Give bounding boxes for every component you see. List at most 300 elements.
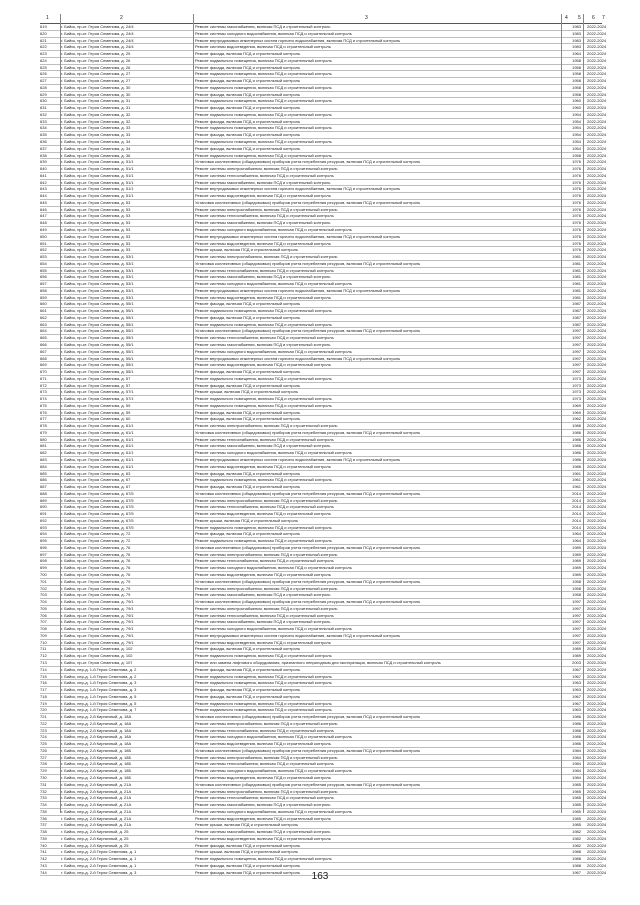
- table-row: [40, 260, 607, 268]
- row-period: 2022-2024: [587, 389, 607, 395]
- table-row: [40, 321, 607, 329]
- row-address: г. Бийск, пр-кт. Героя Семенова, д. 61/1: [61, 457, 134, 462]
- row-year: 1958: [572, 64, 581, 70]
- row-number: 700: [40, 572, 47, 578]
- row-work-type: Ремонт фасада, включая ПСД и строительный контроль: [195, 869, 301, 875]
- row-address: г. Бийск, пр-кт. Героя Семенова, д. 30: [61, 84, 131, 90]
- row-period: 2022-2024: [587, 308, 607, 314]
- row-year: 1958: [572, 152, 581, 158]
- row-address: г. Бийск, пр-кт. Героя Семенова, д. 79/1: [61, 639, 134, 645]
- row-number: 741: [40, 849, 47, 855]
- row-year: 1962: [572, 416, 581, 422]
- row-year: 1973: [572, 375, 581, 381]
- row-period: 2022-2024: [587, 247, 607, 253]
- row-year: 1976: [572, 199, 581, 205]
- row-address: г. Бийск, пер-д. 2-й Кирпичный, д. 18А: [61, 727, 132, 733]
- row-work-type: Ремонт системы теплоснабжения, включая ПСД и строительный контроль: [195, 267, 334, 273]
- row-period: 2022-2024: [587, 396, 607, 402]
- row-address: г. Бийск, пер-д. 2-й Героя Семенова, д. 1: [61, 849, 137, 855]
- row-address: г. Бийск, пер-д. 2-й Кирпичный, д. 18А: [61, 714, 132, 720]
- row-year: 2014: [572, 497, 581, 503]
- row-address: г. Бийск, пр-кт. Героя Семенова, д. 76: [61, 558, 131, 564]
- table-row: [40, 139, 607, 146]
- table-row: [40, 111, 607, 119]
- row-address: г. Бийск, пр-кт. Героя Семенова, д. 53: [61, 247, 131, 253]
- row-period: 2022-2024: [587, 788, 607, 794]
- row-address: г. Бийск, пр-кт. Героя Семенова, д. 61/1: [61, 429, 134, 435]
- row-address: г. Бийск, пр-кт. Героя Семенова, д. 79/1: [61, 599, 134, 605]
- row-address: г. Бийск, пр-кт. Героя Семенова, д. 72: [61, 531, 131, 537]
- table-row: [40, 727, 607, 735]
- row-work-type: Ремонт системы газоснабжения, включая ПСД и строительный контроль: [195, 220, 331, 226]
- table-row: [40, 457, 607, 464]
- row-address: г. Бийск, пр-кт. Героя Семенова, д. 79: [61, 592, 131, 598]
- row-year: 1958: [572, 57, 581, 63]
- row-number: 707: [40, 619, 47, 625]
- row-number: 629: [40, 91, 47, 97]
- row-work-type: Ремонт подвального помещения, включая ПСД и строительный контроль: [195, 375, 332, 381]
- row-period: 2022-2024: [587, 78, 607, 84]
- row-period: 2022-2024: [587, 599, 607, 605]
- row-period: 2022-2024: [587, 328, 607, 334]
- row-period: 2022-2024: [587, 355, 607, 361]
- row-work-type: Ремонт фасада, включая ПСД и строительный контроль: [195, 687, 301, 693]
- row-period: 2022-2024: [587, 57, 607, 63]
- row-year: 1984: [572, 754, 581, 760]
- table-row: [40, 335, 607, 342]
- table-row: [40, 402, 607, 410]
- row-work-type: Ремонт фасада, включая ПСД и строительный контроль: [195, 484, 301, 490]
- row-number: 690: [40, 504, 47, 510]
- row-work-type: Ремонт системы газоснабжения, включая ПСД и строительный контроль: [195, 274, 331, 280]
- row-year: 1964: [572, 531, 581, 537]
- row-number: 712: [40, 653, 47, 659]
- table-row: [40, 267, 607, 275]
- row-number: 713: [40, 659, 47, 665]
- row-work-type: Ремонт фасада, включая ПСД и строительный контроль: [195, 64, 301, 70]
- col-5-heading: 5: [578, 15, 581, 21]
- row-period: 2022-2024: [587, 91, 607, 97]
- row-work-type: Ремонт системы водоотведения, включая ПСД и строительный контроль: [195, 774, 331, 780]
- row-number: 735: [40, 808, 47, 814]
- table-row: [40, 78, 607, 85]
- row-address: г. Бийск, пер-д. 2-й Кирпичный, д. 18А: [61, 741, 132, 747]
- row-work-type: Ремонт системы холодного водоснабжения, включая ПСД и строительный контроль: [195, 626, 352, 632]
- row-period: 2022-2024: [587, 497, 607, 503]
- table-row: [40, 206, 607, 214]
- table-row: [40, 369, 607, 376]
- row-period: 2022-2024: [587, 490, 607, 496]
- row-number: 646: [40, 206, 47, 212]
- table-row: [40, 463, 607, 471]
- row-period: 2022-2024: [587, 402, 607, 408]
- row-work-type: Ремонт системы теплоснабжения, включая ПСД и строительный контроль: [195, 795, 334, 801]
- row-work-type: Ремонт системы электроснабжения, включая ПСД и строительный контроль: [195, 720, 338, 726]
- table-row: [40, 240, 607, 248]
- row-year: 1976: [572, 166, 581, 172]
- row-period: 2022-2024: [587, 220, 607, 226]
- row-work-type: Ремонт системы водоотведения, включая ПСД и строительный контроль: [195, 639, 331, 645]
- table-row: [40, 301, 607, 308]
- row-number: 720: [40, 707, 47, 713]
- table-row: [40, 585, 607, 593]
- row-number: 676: [40, 409, 47, 415]
- row-year: 2014: [572, 490, 581, 496]
- row-year: 1985: [572, 822, 581, 828]
- table-row: [40, 213, 607, 220]
- row-number: 672: [40, 382, 47, 388]
- col-3-heading: 3: [365, 15, 368, 21]
- row-work-type: Ремонт системы газоснабжения, включая ПСД и строительный контроль: [195, 619, 331, 625]
- row-year: 1954: [572, 125, 581, 131]
- row-number: 726: [40, 747, 47, 753]
- row-work-type: Ремонт внутридомовых инженерных систем горячего водоснабжения, включая ПСД и строительный контроль: [195, 355, 401, 361]
- row-number: 734: [40, 802, 47, 808]
- row-address: г. Бийск, пр-кт. Героя Семенова, д. 63: [61, 470, 131, 476]
- row-work-type: Ремонт внутридомовых инженерных систем горячего водоснабжения, включая ПСД и строительный контроль: [195, 457, 401, 462]
- row-period: 2022-2024: [587, 707, 607, 713]
- row-work-type: Ремонт фасада, включая ПСД и строительный контроль: [195, 301, 301, 307]
- row-period: 2022-2024: [587, 477, 607, 483]
- table-row: [40, 44, 607, 51]
- row-address: г. Бийск, пр-кт. Героя Семенова, д. 53/1: [61, 254, 134, 260]
- row-work-type: Ремонт системы холодного водоснабжения, включая ПСД и строительный контроль: [195, 808, 352, 814]
- row-number: 703: [40, 592, 47, 598]
- row-address: г. Бийск, пер-д. 2-й Героя Семенова, д. 1: [61, 856, 137, 862]
- table-row: [40, 172, 607, 180]
- row-year: 2003: [572, 659, 581, 665]
- row-period: 2022-2024: [587, 470, 607, 476]
- row-period: 2022-2024: [587, 517, 607, 523]
- row-year: 1984: [572, 761, 581, 767]
- table-row: [40, 829, 607, 836]
- row-year: 1973: [572, 382, 581, 388]
- table-row: [40, 375, 607, 383]
- row-work-type: Ремонт подвального помещения, включая ПСД и строительный контроль: [195, 71, 332, 77]
- row-period: 2022-2024: [587, 504, 607, 510]
- row-period: 2022-2024: [587, 632, 607, 638]
- row-period: 2022-2024: [587, 44, 607, 50]
- row-work-type: Ремонт системы холодного водоснабжения, включая ПСД и строительный контроль: [195, 565, 352, 571]
- row-period: 2022-2024: [587, 558, 607, 564]
- row-work-type: Ремонт системы водоотведения, включая ПСД и строительный контроль: [195, 572, 331, 578]
- row-number: 694: [40, 531, 47, 537]
- row-address: г. Бийск, пер-д. 1-й Героя Семенова, д. 5: [61, 700, 137, 706]
- table-row: [40, 659, 607, 667]
- row-year: 1958: [572, 78, 581, 84]
- row-number: 699: [40, 565, 47, 571]
- row-address: г. Бийск, пр-кт. Героя Семенова, д. 57/1: [61, 396, 134, 402]
- row-address: г. Бийск, пр-кт. Героя Семенова, д. 51/1: [61, 159, 134, 165]
- row-year: 1976: [572, 186, 581, 192]
- row-address: г. Бийск, пр-кт. Героя Семенова, д. 24/4: [61, 24, 134, 29]
- row-number: 674: [40, 396, 47, 402]
- row-address: г. Бийск, пр-кт. Героя Семенова, д. 55/1: [61, 328, 134, 334]
- row-work-type: Ремонт внутридомовых инженерных систем горячего водоснабжения, включая ПСД и строительный контроль: [195, 632, 401, 638]
- row-year: 1997: [572, 341, 581, 347]
- table-row: [40, 281, 607, 288]
- row-year: 2014: [572, 511, 581, 517]
- row-number: 680: [40, 436, 47, 442]
- table-row: [40, 741, 607, 748]
- row-period: 2022-2024: [587, 254, 607, 260]
- row-year: 2014: [572, 504, 581, 510]
- table-row: [40, 308, 607, 315]
- row-address: г. Бийск, пр-кт. Героя Семенова, д. 76: [61, 572, 131, 578]
- row-year: 1976: [572, 193, 581, 199]
- row-year: 1987: [572, 321, 581, 327]
- row-number: 704: [40, 599, 47, 605]
- row-work-type: Ремонт внутридомовых инженерных систем горячего водоснабжения, включая ПСД и строительный контроль: [195, 287, 401, 293]
- table-row: [40, 51, 607, 58]
- row-address: г. Бийск, пер-д. 1-й Героя Семенова, д. 5: [61, 693, 137, 699]
- row-period: 2022-2024: [587, 551, 607, 557]
- row-address: г. Бийск, пр-кт. Героя Семенова, д. 53: [61, 233, 131, 239]
- document-page: [40, 14, 607, 876]
- row-year: 2014: [572, 517, 581, 523]
- row-year: 1985: [572, 815, 581, 821]
- row-work-type: Ремонт подвального помещения, включая ПСД и строительный контроль: [195, 524, 332, 530]
- row-work-type: Ремонт системы водоотведения, включая ПСД и строительный контроль: [195, 741, 331, 747]
- row-address: г. Бийск, пр-кт. Героя Семенова, д. 53/1: [61, 287, 134, 293]
- row-address: г. Бийск, пр-кт. Героя Семенова, д. 102: [61, 646, 133, 652]
- row-number: 742: [40, 856, 47, 862]
- table-row: [40, 436, 607, 444]
- row-address: г. Бийск, пр-кт. Героя Семенова, д. 57: [61, 382, 131, 388]
- row-period: 2022-2024: [587, 720, 607, 726]
- row-number: 733: [40, 795, 47, 801]
- row-year: 1989: [572, 551, 581, 557]
- row-number: 729: [40, 768, 47, 774]
- row-number: 706: [40, 612, 47, 618]
- row-number: 743: [40, 862, 47, 868]
- row-number: 652: [40, 247, 47, 253]
- row-period: 2022-2024: [587, 626, 607, 632]
- row-work-type: Ремонт подвального помещения, включая ПСД и строительный контроль: [195, 707, 332, 713]
- table-row: [40, 714, 607, 721]
- row-address: г. Бийск, пр-кт. Героя Семенова, д. 34: [61, 145, 131, 151]
- row-work-type: Ремонт системы газоснабжения, включая ПСД и строительный контроль: [195, 592, 331, 598]
- row-address: г. Бийск, пр-кт. Героя Семенова, д. 53: [61, 226, 131, 232]
- table-row: [40, 707, 607, 714]
- table-row: [40, 105, 607, 112]
- row-year: 1985: [572, 802, 581, 808]
- table-row: [40, 159, 607, 166]
- row-period: 2022-2024: [587, 179, 607, 185]
- row-period: 2022-2024: [587, 369, 607, 375]
- row-year: 1976: [572, 213, 581, 219]
- row-period: 2022-2024: [587, 409, 607, 415]
- table-row: [40, 774, 607, 782]
- row-period: 2022-2024: [587, 281, 607, 287]
- row-period: 2022-2024: [587, 734, 607, 740]
- table-row: [40, 71, 607, 78]
- table-row: [40, 619, 607, 626]
- row-address: г. Бийск, пер-д. 2-й Героя Семенова, д. 1: [61, 862, 137, 868]
- row-year: 1997: [572, 328, 581, 334]
- row-address: г. Бийск, пер-д. 1-й Героя Семенова, д. 2: [61, 666, 137, 672]
- table-row: [40, 24, 607, 31]
- row-period: 2022-2024: [587, 111, 607, 117]
- row-work-type: Ремонт системы водоотведения, включая ПСД и строительный контроль: [195, 511, 331, 517]
- row-work-type: Установка коллективных (общедомовых) приборов учета потребления ресурсов, включая ПСД и строительный контроль: [195, 578, 421, 584]
- table-row: [40, 524, 607, 532]
- row-address: г. Бийск, пер-д. 1-й Героя Семенова, д. 2: [61, 673, 137, 679]
- row-address: г. Бийск, пер-д. 2-й Кирпичный, д. 21А: [61, 808, 132, 814]
- row-number: 705: [40, 605, 47, 611]
- row-number: 671: [40, 375, 47, 381]
- col-2-heading: 2: [120, 15, 123, 21]
- row-year: 1954: [572, 118, 581, 124]
- row-address: г. Бийск, пр-кт. Героя Семенова, д. 79/1: [61, 619, 134, 625]
- row-work-type: Ремонт фасада, включая ПСД и строительный контроль: [195, 314, 301, 320]
- table-row: [40, 362, 607, 369]
- row-number: 709: [40, 632, 47, 638]
- table-row: [40, 517, 607, 525]
- row-year: 1958: [572, 71, 581, 77]
- row-address: г. Бийск, пр-кт. Героя Семенова, д. 67/5: [61, 517, 134, 523]
- row-number: 644: [40, 193, 47, 199]
- table-row: [40, 166, 607, 173]
- table-row: [40, 544, 607, 552]
- row-address: г. Бийск, пр-кт. Героя Семенова, д. 26: [61, 64, 131, 70]
- row-year: 1967: [572, 693, 581, 699]
- row-period: 2022-2024: [587, 673, 607, 679]
- row-work-type: Установка коллективных (общедомовых) приборов учета потребления ресурсов, включая ПСД и строительный контроль: [195, 599, 421, 605]
- row-number: 647: [40, 213, 47, 219]
- row-work-type: Ремонт фасада, включая ПСД и строительный контроль: [195, 842, 301, 848]
- table-row: [40, 247, 607, 254]
- row-year: 1954: [572, 132, 581, 138]
- row-period: 2022-2024: [587, 822, 607, 828]
- row-work-type: Установка коллективных (общедомовых) приборов учета потребления ресурсов, включая ПСД и строительный контроль: [195, 781, 421, 787]
- row-address: г. Бийск, пр-кт. Героя Семенова, д. 61/1: [61, 463, 134, 469]
- row-year: 1986: [572, 720, 581, 726]
- row-number: 711: [40, 646, 47, 652]
- row-period: 2022-2024: [587, 869, 607, 875]
- row-work-type: Ремонт системы электроснабжения, включая ПСД и строительный контроль: [195, 788, 338, 794]
- row-work-type: Ремонт системы газоснабжения, включая ПСД и строительный контроль: [195, 443, 331, 449]
- row-year: 1976: [572, 240, 581, 246]
- row-address: г. Бийск, пр-кт. Героя Семенова, д. 67/5: [61, 490, 134, 496]
- row-work-type: Установка коллективных (общедомовых) приборов учета потребления ресурсов, включая ПСД и строительный контроль: [195, 490, 421, 496]
- table-row: [40, 673, 607, 681]
- row-number: 675: [40, 402, 47, 408]
- row-work-type: Ремонт системы водоотведения, включая ПСД и строительный контроль: [195, 815, 331, 821]
- table-row: [40, 497, 607, 505]
- table-row: [40, 328, 607, 335]
- row-address: г. Бийск, пр-кт. Героя Семенова, д. 57: [61, 375, 131, 381]
- col-7-heading: 7: [602, 15, 605, 21]
- row-address: г. Бийск, пер-д. 2-й Кирпичный, д. 25: [61, 842, 129, 848]
- row-address: г. Бийск, пр-кт. Героя Семенова, д. 53/1: [61, 267, 134, 273]
- row-number: 739: [40, 835, 47, 841]
- row-address: г. Бийск, пр-кт. Героя Семенова, д. 72: [61, 538, 131, 544]
- row-number: 623: [40, 51, 47, 57]
- row-number: 717: [40, 687, 47, 693]
- row-number: 642: [40, 179, 47, 185]
- row-address: г. Бийск, пер-д. 2-й Кирпичный, д. 25: [61, 829, 129, 835]
- row-year: 1967: [572, 673, 581, 679]
- row-year: 1981: [572, 287, 581, 293]
- row-work-type: Ремонт системы электроснабжения, включая ПСД и строительный контроль: [195, 605, 338, 611]
- row-work-type: Ремонт фасада, включая ПСД и строительный контроль: [195, 105, 301, 111]
- row-number: 737: [40, 822, 47, 828]
- table-row: [40, 233, 607, 241]
- row-address: г. Бийск, пр-кт. Героя Семенова, д. 55/1: [61, 301, 134, 307]
- row-year: 1997: [572, 348, 581, 354]
- row-period: 2022-2024: [587, 186, 607, 192]
- row-number: 648: [40, 220, 47, 226]
- row-work-type: Ремонт подвального помещения, включая ПСД и строительный контроль: [195, 653, 332, 659]
- row-period: 2022-2024: [587, 680, 607, 686]
- row-address: г. Бийск, пр-кт. Героя Семенова, д. 33: [61, 125, 131, 131]
- row-address: г. Бийск, пр-кт. Героя Семенова, д. 76: [61, 544, 131, 550]
- table-row: [40, 470, 607, 478]
- row-address: г. Бийск, пр-кт. Героя Семенова, д. 61/1: [61, 423, 134, 429]
- row-period: 2022-2024: [587, 416, 607, 422]
- row-work-type: Ремонт подвального помещения, включая ПСД и строительный контроль: [195, 856, 332, 862]
- table-row: [40, 720, 607, 728]
- row-work-type: Ремонт крыши, включая ПСД и строительный контроль: [195, 849, 299, 855]
- table-row: [40, 862, 607, 870]
- row-period: 2022-2024: [587, 436, 607, 442]
- row-year: 1997: [572, 335, 581, 341]
- table-row: [40, 314, 607, 322]
- row-year: 1997: [572, 632, 581, 638]
- row-address: г. Бийск, пр-кт. Героя Семенова, д. 51/1: [61, 166, 134, 172]
- row-number: 692: [40, 517, 47, 523]
- row-number: 738: [40, 829, 47, 835]
- table-row: [40, 768, 607, 775]
- row-work-type: Ремонт системы газоснабжения, включая ПСД и строительный контроль: [195, 341, 331, 347]
- row-year: 1997: [572, 619, 581, 625]
- row-address: г. Бийск, пр-кт. Героя Семенова, д. 55/1: [61, 348, 134, 354]
- row-number: 620: [40, 30, 47, 36]
- row-period: 2022-2024: [587, 524, 607, 530]
- table-row: [40, 734, 607, 741]
- row-work-type: Ремонт фасада, включая ПСД и строительный контроль: [195, 132, 301, 138]
- row-year: 1997: [572, 626, 581, 632]
- row-year: 1958: [572, 91, 581, 97]
- row-address: г. Бийск, пр-кт. Героя Семенова, д. 61/1: [61, 443, 134, 449]
- table-row: [40, 558, 607, 565]
- row-year: 1986: [572, 714, 581, 720]
- row-period: 2022-2024: [587, 565, 607, 571]
- row-number: 685: [40, 470, 47, 476]
- row-period: 2022-2024: [587, 341, 607, 347]
- row-number: 670: [40, 369, 47, 375]
- row-period: 2022-2024: [587, 666, 607, 672]
- row-work-type: Ремонт подвального помещения, включая ПСД и строительный контроль: [195, 402, 332, 408]
- table-row: [40, 856, 607, 863]
- table-row: [40, 199, 607, 207]
- row-work-type: Ремонт системы газоснабжения, включая ПСД и строительный контроль: [195, 829, 331, 835]
- row-period: 2022-2024: [587, 199, 607, 205]
- row-address: г. Бийск, пр-кт. Героя Семенова, д. 32: [61, 118, 131, 124]
- row-year: 1969: [572, 409, 581, 415]
- row-work-type: Ремонт системы водоотведения, включая ПСД и строительный контроль: [195, 463, 331, 469]
- row-work-type: Ремонт фасада, включая ПСД и строительный контроль: [195, 369, 301, 375]
- row-period: 2022-2024: [587, 659, 607, 665]
- row-address: г. Бийск, пр-кт. Героя Семенова, д. 67/5: [61, 504, 134, 510]
- row-number: 633: [40, 118, 47, 124]
- row-number: 637: [40, 145, 47, 151]
- row-work-type: Ремонт фасада, включая ПСД и строительный контроль: [195, 693, 301, 699]
- table-row: [40, 842, 607, 850]
- row-address: г. Бийск, пр-кт. Героя Семенова, д. 30: [61, 91, 131, 97]
- row-number: 697: [40, 551, 47, 557]
